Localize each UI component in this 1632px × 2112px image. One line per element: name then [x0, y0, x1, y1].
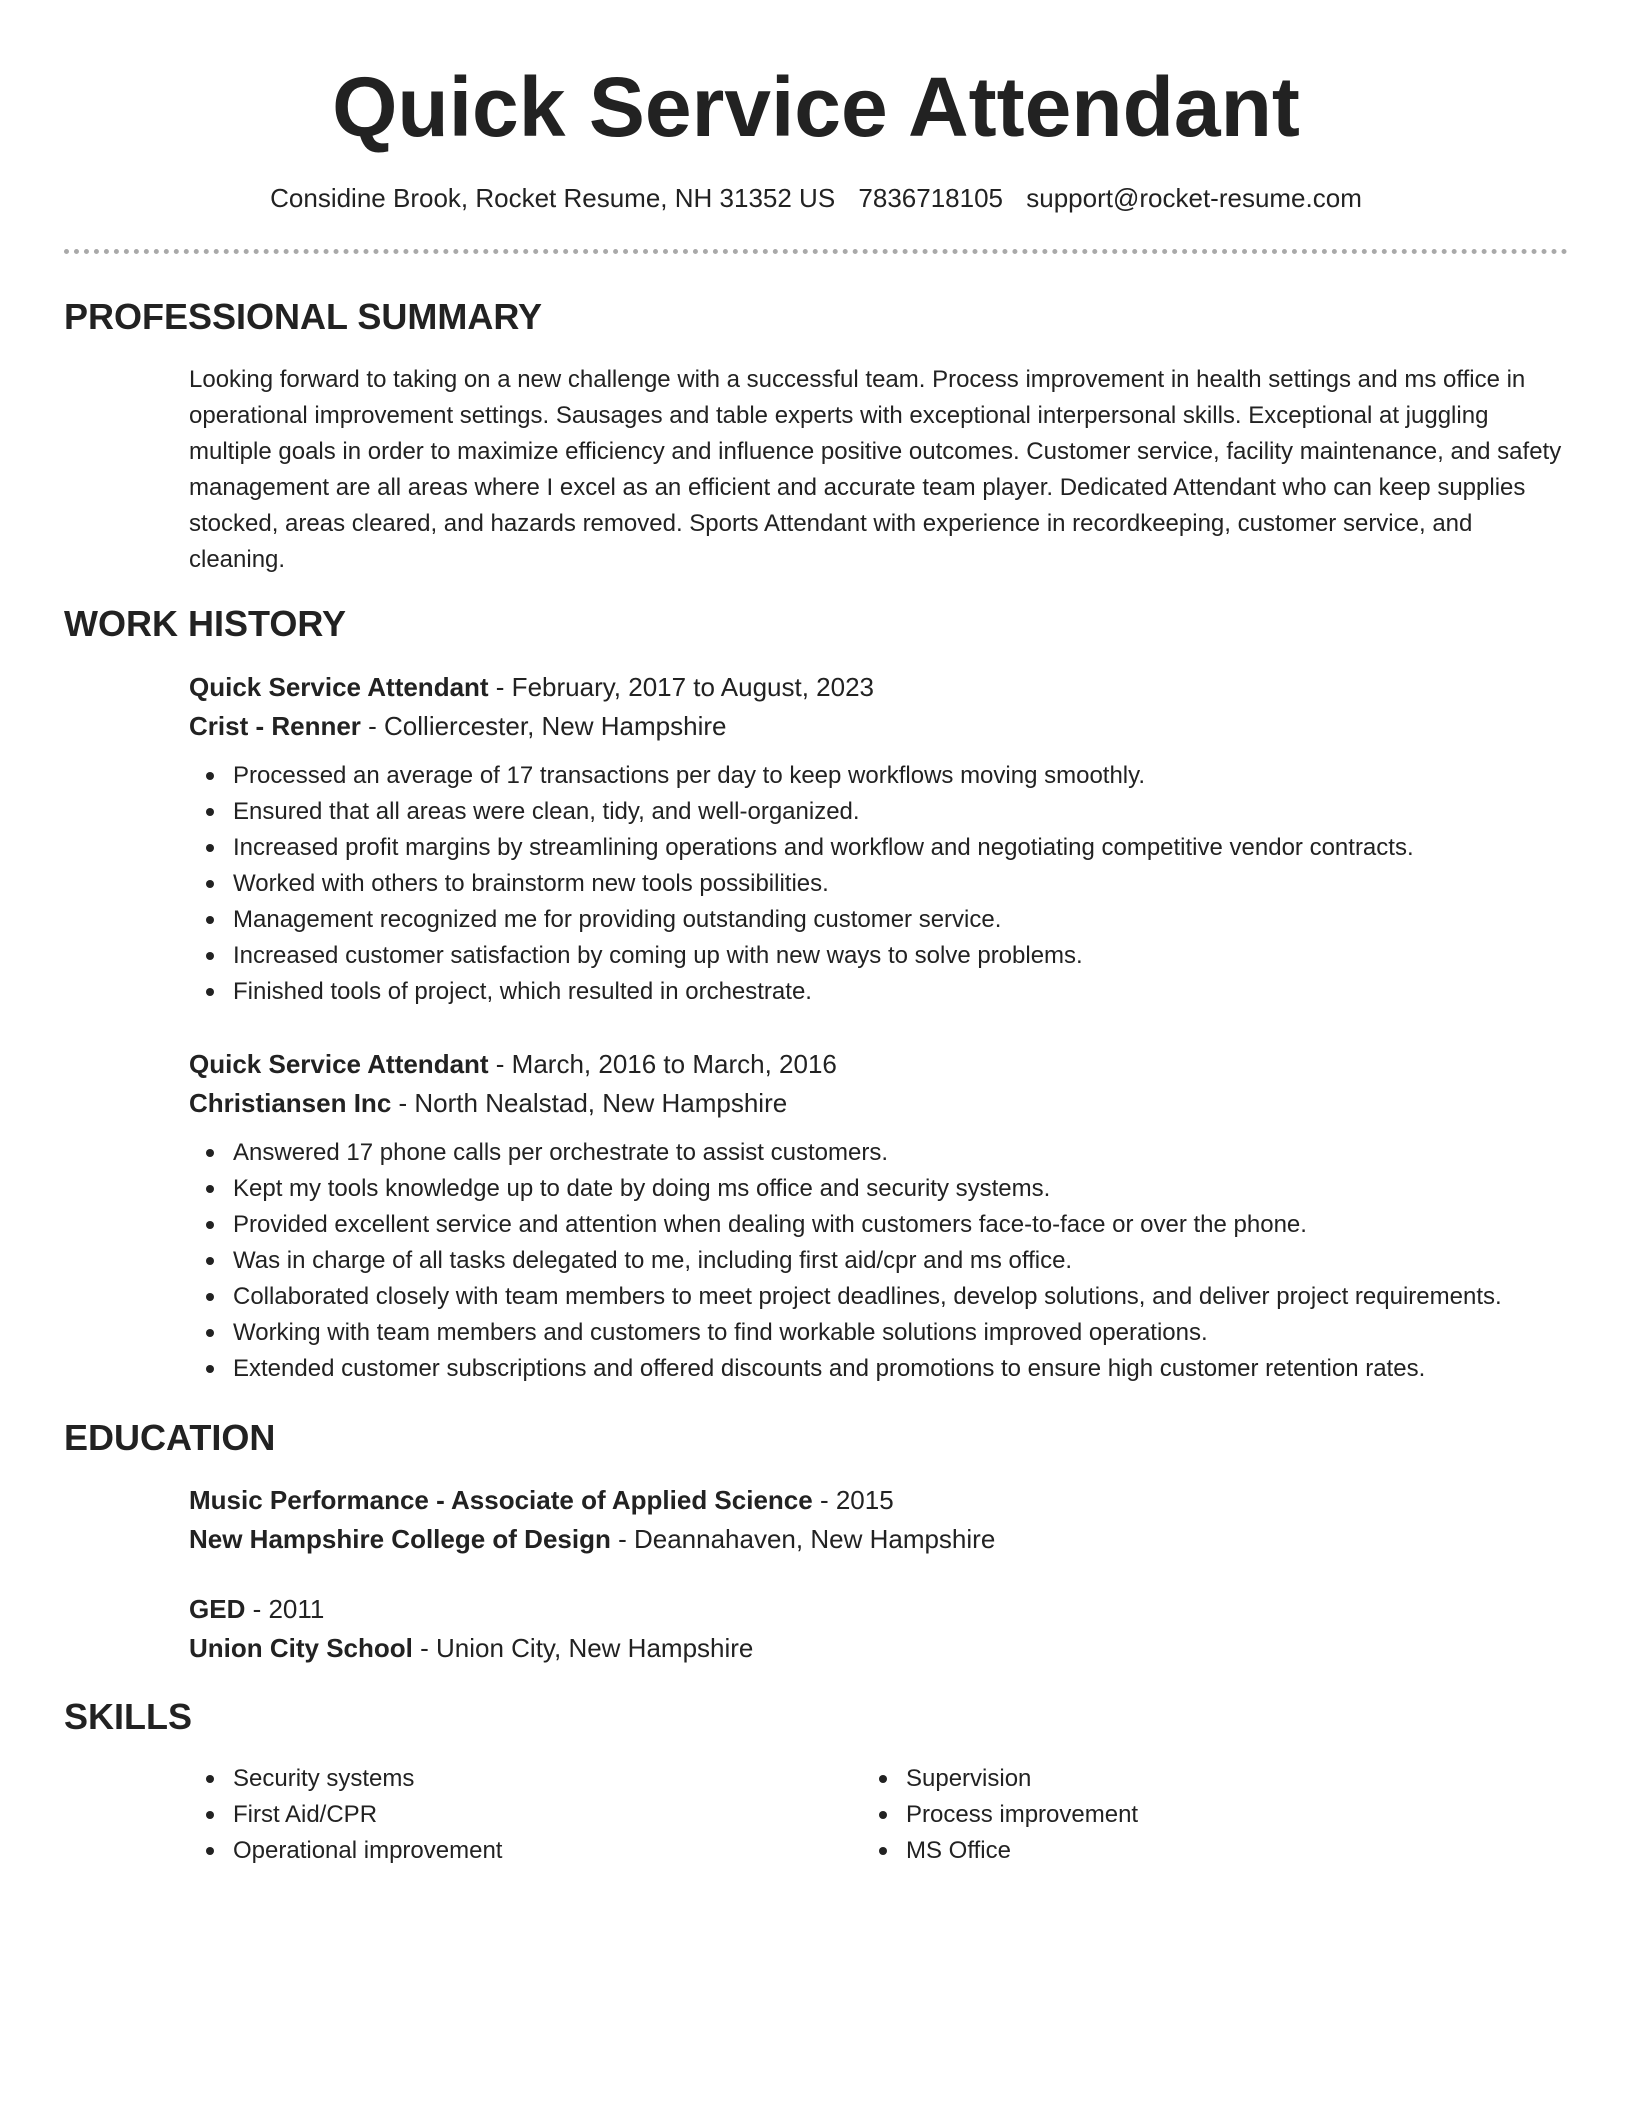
education-degree-line — [189, 1481, 1569, 1520]
section-title-skills: SKILLS — [64, 1696, 193, 1737]
skills-column-right — [862, 1761, 1502, 1869]
contact-phone: 7836718105 — [858, 183, 1004, 213]
list-item: Processed an average of 17 transactions per day to keep workflows moving smoothly. — [189, 758, 1569, 794]
section-title-summary: PROFESSIONAL SUMMARY — [64, 296, 543, 337]
list-item: Provided excellent service and attention when dealing with customers face-to-face or over the phone. — [189, 1207, 1569, 1243]
education-degree-line — [189, 1590, 1569, 1629]
education-location: - Union City, New Hampshire — [412, 1633, 754, 1663]
skill-item: MS Office — [862, 1833, 1502, 1869]
job-dates: - March, 2016 to March, 2016 — [488, 1049, 837, 1079]
education-year: - 2011 — [245, 1594, 325, 1624]
list-item: Increased profit margins by streamlining operations and workflow and negotiating competitive vendor contracts. — [189, 830, 1569, 866]
job-title-line — [189, 668, 1569, 707]
education-entry — [189, 1590, 1569, 1668]
list-item: Finished tools of project, which resulted in orchestrate. — [189, 974, 1569, 1010]
list-item: Increased customer satisfaction by coming up with new ways to solve problems. — [189, 938, 1569, 974]
education-school: New Hampshire College of Design — [189, 1524, 611, 1554]
list-item: Kept my tools knowledge up to date by doing ms office and security systems. — [189, 1171, 1569, 1207]
summary-block — [189, 362, 1569, 578]
skill-item: First Aid/CPR — [189, 1797, 829, 1833]
job-entry — [189, 1045, 1569, 1387]
summary-text: Looking forward to taking on a new challenge with a successful team. Process improvement in health settings and ms office in operational improvement settings. Sausages and table experts with exceptional interpersonal skills. Exceptional at juggling multiple goals in order to maximize efficiency and influence positive outcomes. Customer service, facility maintenance, and safety management are all areas where I excel as an efficient and accurate team player. Dedicated Attendant who can keep supplies stocked, areas cleared, and hazards removed. Sports Attendant with experience in recordkeeping, customer service, and cleaning. — [189, 366, 1562, 573]
skills-list-right — [862, 1761, 1502, 1869]
education-degree: GED — [189, 1594, 246, 1624]
education-degree: Music Performance - Associate of Applied Science — [189, 1485, 813, 1515]
job-role: Quick Service Attendant — [189, 672, 489, 702]
skill-item: Process improvement — [862, 1797, 1502, 1833]
job-company: Crist - Renner — [189, 711, 361, 741]
list-item: Management recognized me for providing outstanding customer service. — [189, 902, 1569, 938]
contact-email: support@rocket-resume.com — [1026, 183, 1362, 213]
contact-address: Considine Brook, Rocket Resume, NH 31352 US — [270, 183, 836, 213]
section-title-work-history: WORK HISTORY — [64, 603, 347, 644]
job-title-line — [189, 1045, 1569, 1084]
education-school-line — [189, 1629, 1569, 1668]
contact-line — [0, 180, 1632, 216]
skill-item: Security systems — [189, 1761, 829, 1797]
education-year: - 2015 — [812, 1485, 894, 1515]
list-item: Worked with others to brainstorm new tools possibilities. — [189, 866, 1569, 902]
job-role: Quick Service Attendant — [189, 1049, 489, 1079]
list-item: Was in charge of all tasks delegated to me, including first aid/cpr and ms office. — [189, 1243, 1569, 1279]
education-location: - Deannahaven, New Hampshire — [610, 1524, 996, 1554]
education-school-line — [189, 1520, 1569, 1559]
skills-list-left — [189, 1761, 829, 1869]
list-item: Answered 17 phone calls per orchestrate to assist customers. — [189, 1135, 1569, 1171]
education-school: Union City School — [189, 1633, 413, 1663]
education-entry — [189, 1481, 1569, 1559]
job-company: Christiansen Inc — [189, 1088, 392, 1118]
skill-item: Supervision — [862, 1761, 1502, 1797]
job-location: - North Nealstad, New Hampshire — [391, 1088, 788, 1118]
job-company-line — [189, 707, 1569, 746]
resume-title: Quick Service Attendant — [332, 60, 1300, 154]
header-divider — [64, 249, 1568, 254]
skill-item: Operational improvement — [189, 1833, 829, 1869]
list-item: Ensured that all areas were clean, tidy, and well-organized. — [189, 794, 1569, 830]
list-item: Working with team members and customers to find workable solutions improved operations. — [189, 1315, 1569, 1351]
job-dates: - February, 2017 to August, 2023 — [488, 672, 875, 702]
list-item: Collaborated closely with team members to meet project deadlines, develop solutions, and deliver project requirements. — [189, 1279, 1569, 1315]
job-bullets — [189, 1135, 1569, 1387]
list-item: Extended customer subscriptions and offered discounts and promotions to ensure high customer retention rates. — [189, 1351, 1569, 1387]
skills-column-left — [189, 1761, 829, 1869]
section-title-education: EDUCATION — [64, 1417, 276, 1458]
job-bullets — [189, 758, 1569, 1010]
job-location: - Colliercester, New Hampshire — [360, 711, 727, 741]
job-entry — [189, 668, 1569, 1010]
job-company-line — [189, 1084, 1569, 1123]
